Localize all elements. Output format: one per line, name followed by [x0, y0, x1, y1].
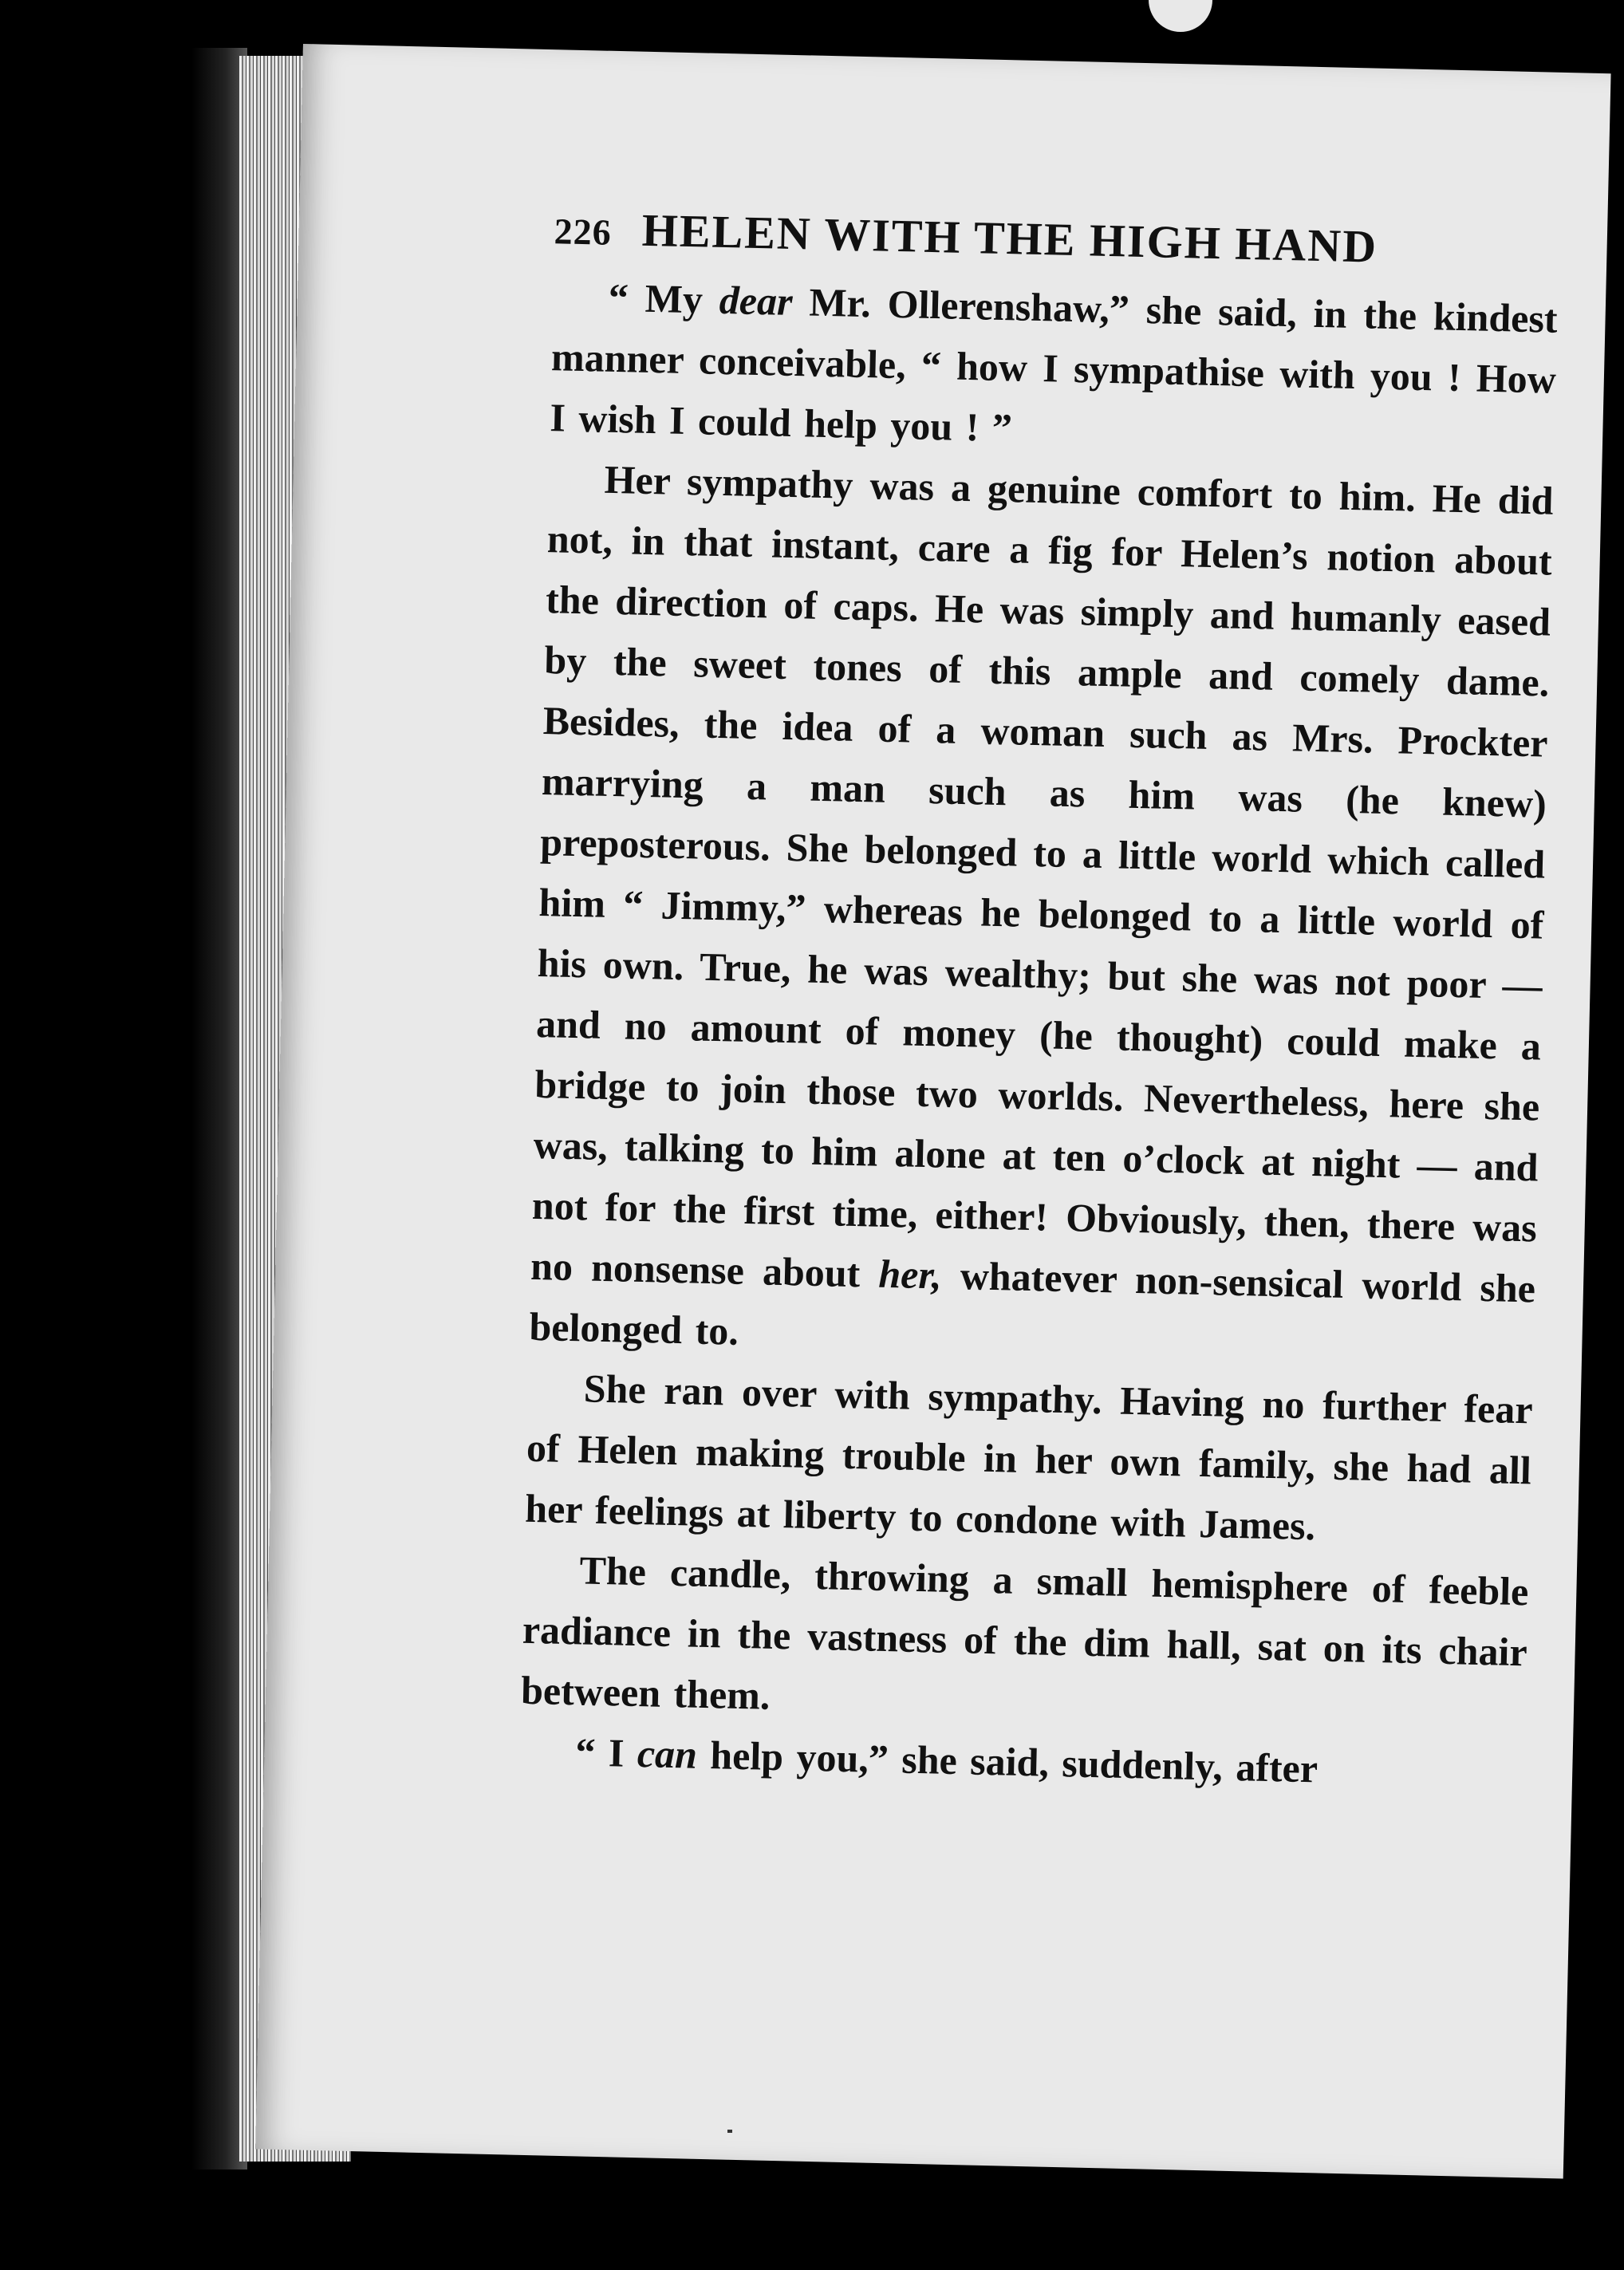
paragraph-2-emphasis: her, — [877, 1251, 943, 1298]
paragraph-1 — [550, 266, 1559, 471]
paragraph-5-emphasis: can — [637, 1731, 698, 1777]
paragraph-2 — [529, 447, 1555, 1379]
paragraph-1-text-b: Mr. Ollerenshaw,” she said, in the kindest manner conceivable, “ how I sympathise with you ! How I wish I could help you ! ” — [549, 279, 1559, 451]
paragraph-1-text-a: “ My — [608, 274, 720, 322]
book-page — [255, 44, 1610, 2179]
paragraph-3 — [525, 1357, 1534, 1562]
scan-fleck — [1149, 0, 1212, 32]
paragraph-4-text: The candle, throwing a small hemisphere of feeble radiance in the vastness of the dim hall, sat on its chair between them. — [520, 1547, 1530, 1718]
paragraph-5-text-b: help you,” she said, suddenly, after — [696, 1732, 1319, 1791]
page-number: 226 — [554, 211, 613, 253]
paragraph-4 — [520, 1539, 1529, 1744]
paragraph-2-tail: whatever non-sensical world she belonged to. — [528, 1252, 1536, 1354]
ink-speck — [727, 2130, 732, 2133]
page-content — [519, 201, 1560, 1803]
paragraph-1-emphasis: dear — [719, 277, 794, 324]
running-head — [554, 201, 1559, 278]
running-title: HELEN WITH THE HIGH HAND — [641, 203, 1378, 273]
paragraph-3-text: She ran over with sympathy. Having no further fear of Helen making trouble in her own family, she had all her feelings at liberty to condone with James. — [524, 1366, 1534, 1549]
paragraph-5-text-a: “ I — [574, 1729, 638, 1776]
paragraph-2-text: Her sympathy was a genuine comfort to him. He did not, in that instant, care a fig for Helen’s notion about the direction of caps. He was simply and humanly eased by the sweet tones of this ample and comely dame. Besides, the idea of a woman such as Mrs. Prockter marrying a man such as him was (he knew) preposterous. She belonged to a little world which called him “ Jimmy,” whereas he belonged to a little world of his own. True, he was wealthy; but she was not poor — and no amount of money (he thought) could make a bridge to join those two worlds. Nevertheless, here she was, talking to him alone at ten o’clock at night — and not for the first time, either! Obviously, then, there was no nonsense about — [530, 456, 1555, 1296]
